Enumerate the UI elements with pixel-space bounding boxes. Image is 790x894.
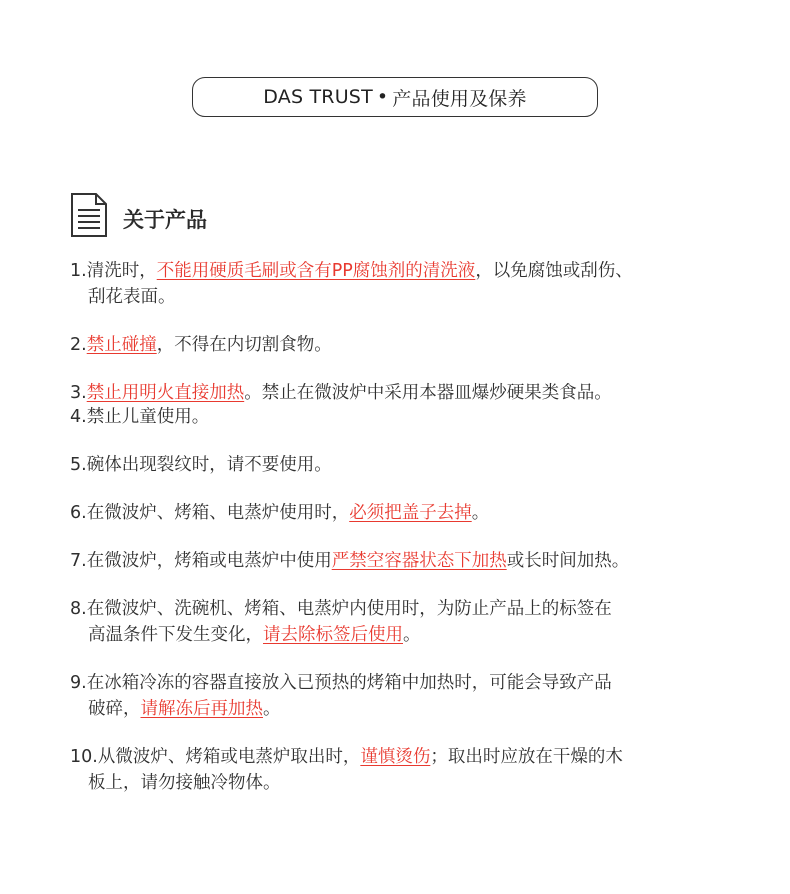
item-text: 刮花表面。 bbox=[88, 287, 176, 307]
list-item-5 bbox=[70, 452, 750, 478]
section-header bbox=[70, 191, 207, 239]
list-item-6 bbox=[70, 500, 750, 526]
list-item-2 bbox=[70, 332, 750, 358]
list-item-10 bbox=[70, 744, 750, 796]
item-text: 。 bbox=[403, 625, 421, 645]
item-warning-highlight: 请去除标签后使用 bbox=[263, 625, 403, 645]
item-text: 10.从微波炉、烤箱或电蒸炉取出时， bbox=[70, 747, 361, 767]
item-warning-highlight: 禁止碰撞 bbox=[86, 335, 157, 355]
item-text: 6.在微波炉、烤箱、电蒸炉使用时， bbox=[70, 503, 350, 523]
section-title: 关于产品 bbox=[123, 208, 207, 232]
item-text: 7.在微波炉，烤箱或电蒸炉中使用 bbox=[70, 551, 332, 571]
title-separator: • bbox=[376, 86, 389, 108]
item-warning-highlight: 不能用硬质毛刷或含有PP腐蚀剂的清洗液 bbox=[156, 261, 476, 281]
item-text: 板上，请勿接触冷物体。 bbox=[88, 773, 281, 793]
item-number: 2. bbox=[70, 335, 87, 355]
care-instructions-list bbox=[70, 258, 750, 796]
list-item-8 bbox=[70, 596, 750, 648]
page-title-box bbox=[192, 77, 598, 117]
item-text: ，以免腐蚀或刮伤、 bbox=[475, 261, 633, 281]
item-text: 。 bbox=[471, 503, 490, 523]
item-warning-highlight: 谨慎烫伤 bbox=[360, 747, 431, 767]
item-text: 8.在微波炉、洗碗机、烤箱、电蒸炉内使用时，为防止产品上的标签在 bbox=[70, 599, 612, 619]
item-text: 。禁止在微波炉中采用本器皿爆炒硬果类食品。 bbox=[244, 383, 612, 403]
list-item-1 bbox=[70, 258, 750, 310]
item-text: 4.禁止儿童使用。 bbox=[70, 407, 210, 427]
list-item-4 bbox=[70, 404, 750, 430]
list-item-9 bbox=[70, 670, 750, 722]
item-text: ；取出时应放在干燥的木 bbox=[430, 747, 623, 767]
item-warning-highlight: 禁止用明火直接加热 bbox=[86, 383, 245, 403]
item-text: 破碎， bbox=[88, 699, 141, 719]
item-warning-highlight: 必须把盖子去掉 bbox=[349, 503, 472, 523]
list-item-3 bbox=[70, 380, 750, 406]
page-subtitle: 产品使用及保养 bbox=[392, 87, 527, 110]
item-text: 9.在冰箱冷冻的容器直接放入已预热的烤箱中加热时，可能会导致产品 bbox=[70, 673, 612, 693]
item-text: 5.碗体出现裂纹时，请不要使用。 bbox=[70, 455, 332, 475]
item-text: 。 bbox=[263, 699, 281, 719]
brand-name: DAS TRUST bbox=[263, 86, 373, 108]
item-text: 或长时间加热。 bbox=[506, 551, 630, 571]
document-icon bbox=[70, 192, 108, 238]
item-warning-highlight: 请解冻后再加热 bbox=[140, 699, 263, 719]
item-warning-highlight: 严禁空容器状态下加热 bbox=[331, 551, 507, 571]
item-text: 高温条件下发生变化， bbox=[88, 625, 263, 645]
item-text: ，不得在内切割食物。 bbox=[156, 335, 332, 355]
item-number: 3. bbox=[70, 383, 87, 403]
list-item-7 bbox=[70, 548, 750, 574]
item-text: 1.清洗时， bbox=[70, 261, 157, 281]
